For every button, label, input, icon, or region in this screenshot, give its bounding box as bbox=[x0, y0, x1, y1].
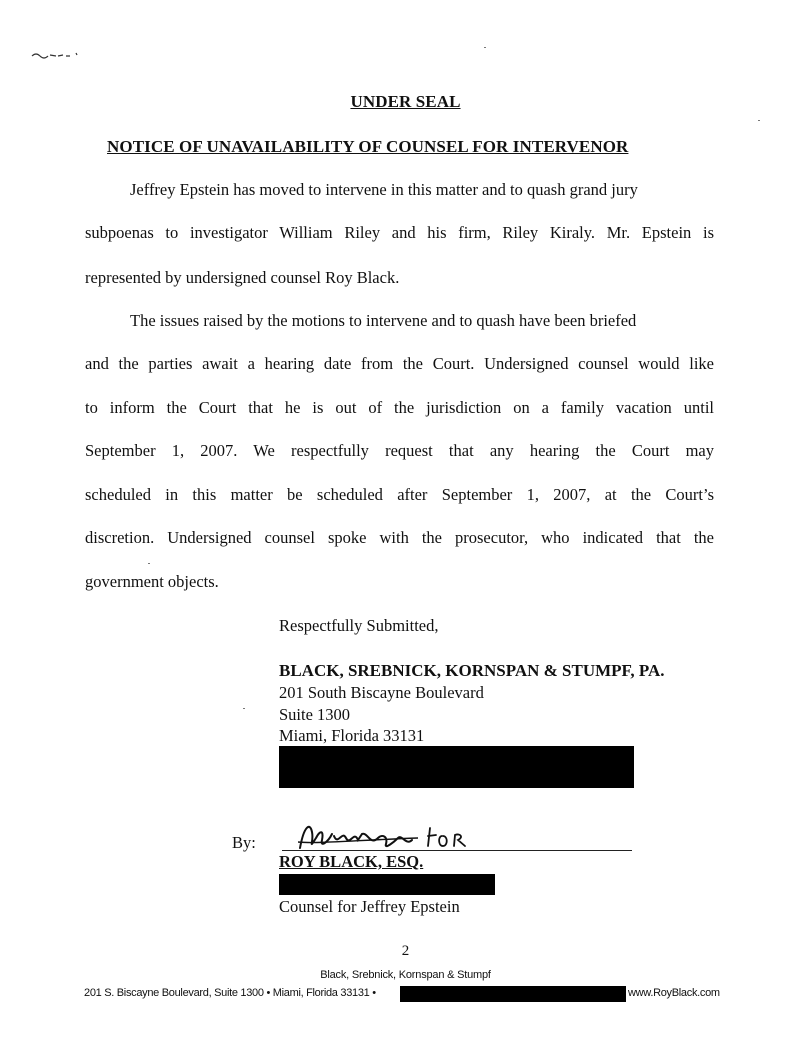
by-label: By: bbox=[232, 833, 256, 852]
closing-text: Respectfully Submitted, bbox=[279, 616, 439, 635]
paragraph-line: scheduled in this matter be scheduled after September 1, 2007, at the Court’s bbox=[85, 485, 714, 504]
footer-website: www.RoyBlack.com bbox=[628, 987, 720, 999]
firm-address-block bbox=[279, 660, 665, 746]
redaction-block bbox=[400, 986, 626, 1002]
paragraph-line: to inform the Court that he is out of the jurisdiction on a family vacation until bbox=[85, 398, 714, 417]
paragraph-line: discretion. Undersigned counsel spoke with the prosecutor, who indicated that the bbox=[85, 528, 714, 547]
scan-speck bbox=[243, 708, 245, 709]
paragraph-line: and the parties await a hearing date from the Court. Undersigned counsel would like bbox=[85, 354, 714, 373]
paragraph-line: September 1, 2007. We respectfully request that any hearing the Court may bbox=[85, 441, 714, 460]
address-line: 201 South Biscayne Boulevard bbox=[279, 683, 484, 703]
page-number: 2 bbox=[401, 943, 410, 959]
paragraph-line: Jeffrey Epstein has moved to intervene in this matter and to quash grand jury bbox=[130, 180, 638, 199]
scan-speck bbox=[758, 120, 760, 121]
firm-name: BLACK, SREBNICK, KORNSPAN & STUMPF, PA. bbox=[279, 661, 665, 680]
address-line: Suite 1300 bbox=[279, 704, 351, 724]
scan-speck bbox=[484, 47, 486, 48]
paragraph-line: represented by undersigned counsel Roy Black. bbox=[85, 268, 400, 287]
footer-firm-name: Black, Srebnick, Kornspan & Stumpf bbox=[320, 969, 491, 981]
paragraph-line: government objects. bbox=[85, 572, 219, 591]
redaction-block bbox=[279, 746, 634, 788]
under-seal-heading: UNDER SEAL bbox=[350, 92, 461, 111]
counsel-role: Counsel for Jeffrey Epstein bbox=[279, 897, 460, 916]
signer-name: ROY BLACK, ESQ. bbox=[279, 852, 424, 871]
scan-artifact-mark bbox=[30, 50, 82, 60]
paragraph-line: The issues raised by the motions to intervene and to quash have been briefed bbox=[130, 311, 637, 330]
scan-speck bbox=[148, 563, 150, 564]
address-line: Miami, Florida 33131 bbox=[279, 725, 425, 745]
paragraph-line: subpoenas to investigator William Riley and his firm, Riley Kiraly. Mr. Epstein is bbox=[85, 223, 714, 242]
footer-address: 201 S. Biscayne Boulevard, Suite 1300 • Miami, Florida 33131 • bbox=[84, 987, 376, 999]
redaction-block bbox=[279, 874, 495, 895]
notice-title: NOTICE OF UNAVAILABILITY OF COUNSEL FOR INTERVENOR bbox=[107, 137, 629, 156]
